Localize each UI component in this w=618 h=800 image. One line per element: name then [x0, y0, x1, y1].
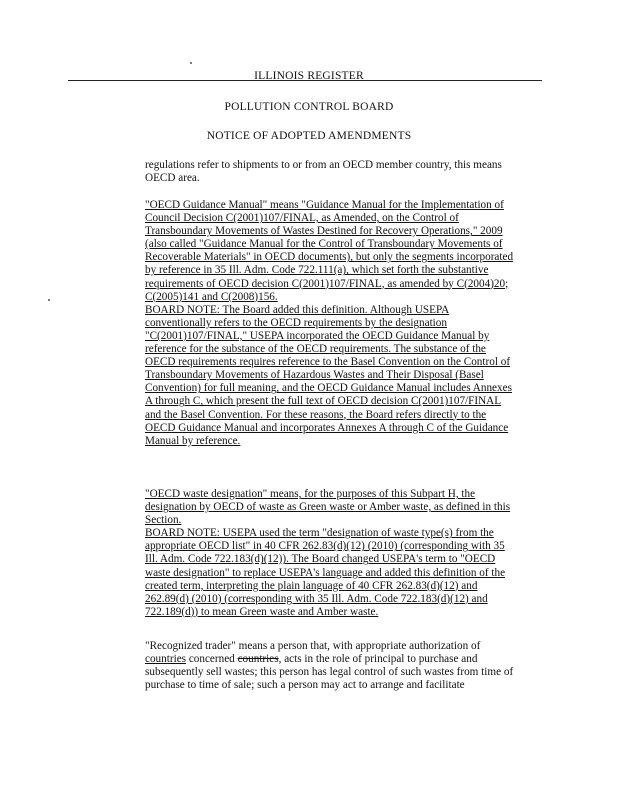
text-line	[145, 501, 543, 514]
text-segment: Transboundary Movements of Wastes Destined for Recovery Operations," 2009	[145, 225, 503, 238]
text-segment: concerned	[186, 653, 238, 666]
text-segment: Convention) for full meaning, and the OECD Guidance Manual includes Annexes	[145, 382, 512, 395]
text-segment: "Recognized trader" means a person that, with appropriate authorization of	[145, 640, 481, 652]
text-line	[145, 553, 543, 566]
text-line	[145, 640, 543, 653]
text-segment: purchase to time of sale; such a person may act to arrange and facilitate	[145, 679, 465, 692]
text-line	[145, 238, 543, 251]
text-segment: "OECD Guidance Manual" means "Guidance Manual for the Implementation of	[145, 199, 504, 211]
paragraph-oecd-area	[145, 159, 543, 185]
paragraph-recognized-trader	[145, 640, 543, 692]
text-segment: BOARD NOTE: The Board added this definition. Although USEPA	[145, 303, 450, 316]
scan-speck	[190, 62, 192, 64]
text-segment: designation by OECD of waste as Green waste or Amber waste, as defined in this	[145, 501, 511, 514]
text-line	[145, 409, 543, 422]
text-segment: countries	[237, 653, 279, 666]
text-line	[145, 666, 543, 679]
notice-title: NOTICE OF ADOPTED AMENDMENTS	[206, 130, 412, 142]
text-line	[145, 225, 543, 238]
text-segment: BOARD NOTE: USEPA used the term "designation of waste type(s) from the	[145, 527, 494, 540]
text-segment: and the Basel Convention. For these reasons, the Board refers directly to the	[145, 408, 487, 421]
text-line	[145, 212, 543, 225]
scan-speck	[48, 299, 50, 301]
text-segment: by reference in 35 Ill. Adm. Code 722.111(a), which set forth the substantive	[145, 264, 489, 277]
board-title: POLLUTION CONTROL BOARD	[224, 101, 394, 113]
text-segment: waste designation" to replace USEPA's language and added this definition of the	[145, 566, 506, 579]
text-segment: , acts in the role of principal to purchase and	[278, 653, 478, 666]
text-line	[145, 369, 543, 382]
text-line	[145, 567, 543, 580]
text-line	[145, 159, 543, 172]
text-segment: regulations refer to shipments to or from an OECD member country, this means	[145, 159, 502, 171]
text-segment: subsequently sell wastes; this person has legal control of such wastes from time of	[145, 666, 514, 679]
text-line	[145, 395, 543, 408]
text-line	[145, 580, 543, 593]
text-segment: Manual by reference.	[145, 434, 241, 447]
text-segment: OECD requirements requires reference to the Basel Convention on the Control of	[145, 356, 511, 369]
text-segment: 722.189(d)) to mean Green waste and Amber waste.	[145, 605, 379, 618]
text-line	[145, 343, 543, 356]
text-segment: 262.89(d) (2010) (corresponding with 35 Ill. Adm. Code 722.183(d)(12) and	[145, 592, 488, 605]
text-segment: conventionally refers to the OECD requirements by the designation	[145, 316, 447, 329]
text-line	[145, 606, 543, 619]
text-line	[145, 679, 543, 692]
text-line	[145, 304, 543, 317]
text-segment: C(2005)141 and C(2008)156.	[145, 290, 278, 303]
header-rule	[68, 80, 542, 81]
text-segment: Ill. Adm. Code 722.183(d)(12)). The Board changed USEPA's term to "OECD	[145, 553, 496, 566]
text-segment: (also called "Guidance Manual for the Control of Transboundary Movements of	[145, 238, 503, 251]
paragraph-oecd-waste-designation	[145, 488, 543, 619]
text-line	[145, 382, 543, 395]
text-line	[145, 317, 543, 330]
text-line	[145, 199, 543, 212]
text-segment: "C(2001)107/FINAL," USEPA incorporated the OECD Guidance Manual by	[145, 329, 490, 342]
text-segment: created term, interpreting the plain language of 40 CFR 262.83(d)(12) and	[145, 579, 478, 592]
text-line	[145, 251, 543, 264]
text-line	[145, 278, 543, 291]
text-line	[145, 593, 543, 606]
text-segment: reference for the substance of the OECD requirements. The substance of the	[145, 343, 486, 356]
text-segment: requirements of OECD decision C(2001)107/FINAL, as amended by C(2004)20;	[145, 277, 509, 290]
text-segment: "OECD waste designation" means, for the purposes of this Subpart H, the	[145, 488, 476, 500]
text-segment: OECD area.	[145, 172, 200, 185]
text-line	[145, 514, 543, 527]
text-line	[145, 527, 543, 540]
register-title: ILLINOIS REGISTER	[254, 70, 364, 82]
text-segment: A through C, which present the full text of OECD decision C(2001)107/FINAL	[145, 395, 502, 408]
text-line	[145, 291, 543, 304]
text-line	[145, 653, 543, 666]
text-segment: OECD Guidance Manual and incorporates Annexes A through C of the Guidance	[145, 421, 509, 434]
text-segment: appropriate OECD list" in 40 CFR 262.83(d)(12) (2010) (corresponding with 35	[145, 540, 505, 553]
text-line	[145, 422, 543, 435]
text-line	[145, 330, 543, 343]
text-line	[145, 488, 543, 501]
text-segment: Council Decision C(2001)107/FINAL, as Amended, on the Control of	[145, 212, 459, 225]
paragraph-oecd-guidance-manual	[145, 199, 543, 448]
text-line	[145, 172, 543, 185]
text-segment: Section.	[145, 514, 182, 527]
text-line	[145, 264, 543, 277]
text-line	[145, 356, 543, 369]
text-line	[145, 540, 543, 553]
text-segment: countries	[145, 653, 187, 666]
text-segment: Recoverable Materials" in OECD documents), but only the segments incorporated	[145, 251, 514, 264]
text-line	[145, 435, 543, 448]
text-segment: Transboundary Movements of Hazardous Wastes and Their Disposal (Basel	[145, 369, 484, 382]
